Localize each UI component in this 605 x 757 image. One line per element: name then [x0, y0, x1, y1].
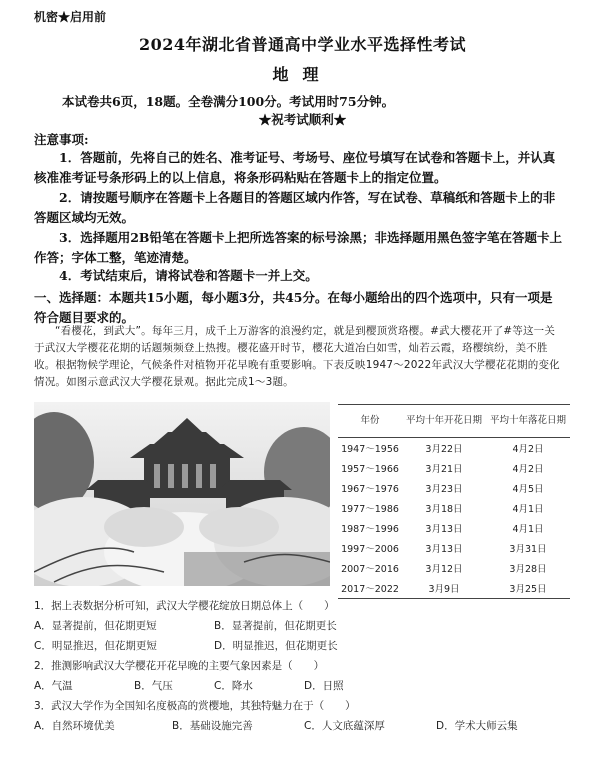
- notice-heading: 注意事项:: [34, 132, 89, 147]
- question-1-option-b[interactable]: B．显著提前，但花期更长: [214, 620, 337, 632]
- question-1-option-d[interactable]: D．明显推迟，但花期更长: [214, 640, 338, 652]
- table-row: [338, 538, 570, 558]
- table-cell: 3月25日: [486, 578, 570, 599]
- table-cell: 4月2日: [512, 464, 544, 475]
- table-cell: 1957～1966: [341, 464, 399, 475]
- table-cell: 1987～1996: [341, 524, 399, 535]
- table-cell: 3月31日: [509, 544, 547, 555]
- notice-item-3: 3．选择题用2B铅笔在答题卡上把所选答案的标号涂黑；非选择题用黑色签字笔在答题卡上作答；字体工整，笔迹清楚。: [34, 230, 562, 265]
- subject-title: 地理: [272, 65, 333, 84]
- question-3-option-d[interactable]: D．学术大师云集: [436, 720, 518, 732]
- section-heading: 一、选择题：本题共15小题，每小题3分，共45分。在每小题给出的四个选项中，只有一项是符合题目要求的。: [34, 290, 553, 325]
- question-3-option-c[interactable]: C．人文底蕴深厚: [304, 720, 385, 732]
- table-cell: 4月5日: [512, 484, 544, 495]
- confidential-label: 机密★启用前: [34, 10, 107, 24]
- question-3-option-b[interactable]: B．基础设施完善: [172, 720, 253, 732]
- question-3-option-a[interactable]: A．自然环境优美: [34, 720, 115, 732]
- table-cell: 3月13日: [425, 544, 463, 555]
- table-row: [338, 558, 570, 578]
- exam-title: 2024年湖北省普通高中学业水平选择性考试: [138, 35, 467, 54]
- notice-item-2: 2．请按题号顺序在答题卡上各题目的答题区域内作答，写在试卷、草稿纸和答题卡上的非答题区域均无效。: [34, 190, 556, 225]
- question-3-stem: 3．武汉大学作为全国知名度极高的赏樱地，其独特魅力在于（ ）: [34, 700, 356, 712]
- question-2-option-d[interactable]: D．日照: [304, 680, 344, 692]
- table-cell: 4月1日: [512, 504, 544, 515]
- table-row: [338, 518, 570, 538]
- table-cell: 1967～1976: [341, 484, 399, 495]
- table-row: [338, 478, 570, 498]
- exam-info: 本试卷共6页，18题。全卷满分100分。考试用时75分钟。: [62, 94, 395, 109]
- table-cell: 1977～1986: [341, 504, 399, 515]
- table-cell: 3月12日: [425, 564, 463, 575]
- table-cell: 3月28日: [509, 564, 547, 575]
- bloom-date-table: [338, 404, 570, 599]
- table-cell: 3月23日: [425, 484, 463, 495]
- table-cell: 2017～2022: [338, 578, 402, 599]
- table-cell: 3月9日: [402, 578, 486, 599]
- question-2-option-c[interactable]: C．降水: [214, 680, 253, 692]
- table-row: [338, 498, 570, 518]
- table-header-fall: 平均十年落花日期: [486, 405, 570, 438]
- question-1-option-a[interactable]: A．显著提前，但花期更短: [34, 620, 157, 632]
- table-cell: 1947～1956: [341, 444, 399, 455]
- table-cell: 2007～2016: [341, 564, 399, 575]
- notice-item-4: 4．考试结束后，请将试卷和答题卡一并上交。: [59, 268, 318, 283]
- table-cell: 3月21日: [425, 464, 463, 475]
- question-2-option-a[interactable]: A．气温: [34, 680, 73, 692]
- table-header-row: [338, 405, 570, 438]
- question-2-option-b[interactable]: B．气压: [134, 680, 173, 692]
- table-row: [338, 578, 570, 599]
- table-cell: 3月22日: [425, 444, 463, 455]
- question-1-stem: 1．据上表数据分析可知，武汉大学樱花绽放日期总体上（ ）: [34, 600, 335, 612]
- table-cell: 1997～2006: [341, 544, 399, 555]
- cherry-blossom-photo: [34, 402, 330, 586]
- table-cell: 4月1日: [512, 524, 544, 535]
- table-row: [338, 438, 570, 459]
- table-cell: 4月2日: [512, 444, 544, 455]
- table-row: [338, 458, 570, 478]
- table-header-bloom: 平均十年开花日期: [402, 405, 486, 438]
- table-cell: 3月18日: [425, 504, 463, 515]
- question-1-option-c[interactable]: C．明显推迟，但花期更短: [34, 640, 157, 652]
- table-cell: 3月13日: [425, 524, 463, 535]
- good-luck-line: ★祝考试顺利★: [258, 112, 347, 127]
- reading-passage: “看樱花，到武大”。每年三月，成千上万游客的浪漫约定，就是到樱顶赏珞樱。#武大樱花开了#等这一关于武汉大学樱花花期的话题频频登上热搜。樱花盛开时节，樱花大道冶白如雪，灿若云霞，珞樱缤纷，美不胜收。根据物候学理论，气候条件对植物开花早晚有重要影响。下表反映1947～2022年武汉大学樱花花期的变化情况。如图示意武汉大学樱花景观。据此完成1～3题。: [34, 325, 560, 388]
- question-2-stem: 2．推测影响武汉大学樱花开花早晚的主要气象因素是（ ）: [34, 660, 325, 672]
- notice-item-1: 1．答题前，先将自己的姓名、准考证号、考场号、座位号填写在试卷和答题卡上，并认真核准准考证号条形码上的以上信息，将条形码粘贴在答题卡上的指定位置。: [34, 150, 556, 185]
- table-header-year: 年份: [338, 405, 402, 438]
